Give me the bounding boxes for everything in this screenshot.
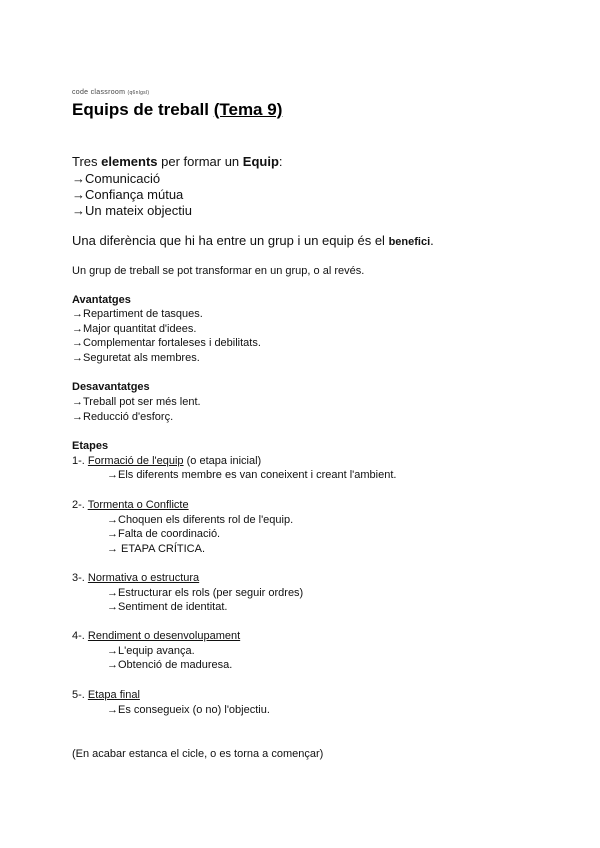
stage-title — [72, 688, 140, 702]
closing-note: (En acabar estanca el cicle, o es torna a començar) — [72, 748, 324, 760]
class-code-label: code classroom — [72, 89, 126, 96]
elements-intro — [72, 153, 283, 170]
element-item: →Un mateix objectiu — [72, 203, 192, 218]
stage-number: 3-. — [72, 572, 88, 584]
stage-title — [72, 629, 240, 643]
stage-title — [72, 571, 199, 585]
desavantatges-heading: Desavantatges — [72, 381, 150, 393]
etapes-heading: Etapes — [72, 440, 109, 452]
class-code-value: (q6nlgsl) — [127, 90, 150, 96]
desavantatges-item: →Treball pot ser més lent. — [72, 396, 201, 408]
page-title-link[interactable]: (Tema 9) — [213, 100, 283, 119]
stage-item: →Sentiment de identitat. — [107, 601, 228, 613]
stage-number: 1-. — [72, 455, 88, 467]
stage-title — [72, 498, 189, 512]
difference-post: . — [430, 233, 434, 248]
avantatges-item: →Major quantitat d'idees. — [72, 323, 197, 335]
stage-item: →Choquen els diferents rol de l'equip. — [107, 514, 294, 526]
difference-sentence — [72, 232, 434, 251]
elements-intro-pre: Tres — [72, 154, 102, 169]
element-item: →Comunicació — [72, 171, 161, 186]
stage-item: →Els diferents membre es van coneixent i creant l'ambient. — [107, 469, 397, 481]
elements-intro-bold-1: elements — [101, 154, 158, 169]
elements-intro-post: : — [278, 154, 283, 169]
stage-item: →Obtenció de maduresa. — [107, 659, 233, 671]
class-code-line — [72, 86, 149, 100]
stage-number: 5-. — [72, 689, 88, 701]
stage-name-link[interactable]: Rendiment o desenvolupament — [87, 630, 241, 642]
desavantatges-item: →Reducció d'esforç. — [72, 411, 174, 423]
page-title-main: Equips de treball — [72, 100, 214, 119]
stage-number: 4-. — [72, 630, 88, 642]
stage-name-link[interactable]: Normativa o estructura — [87, 572, 200, 584]
stage-name-link[interactable]: Tormenta o Conflicte — [87, 499, 189, 511]
avantatges-item: →Seguretat als membres. — [72, 352, 200, 364]
page-title — [72, 99, 282, 121]
avantatges-item: →Complementar fortaleses i debilitats. — [72, 337, 261, 349]
elements-intro-bold-2: Equip — [242, 154, 279, 169]
transform-sentence: Un grup de treball se pot transformar en un grup, o al revés. — [72, 265, 365, 277]
avantatges-heading: Avantatges — [72, 294, 131, 306]
stage-suffix: (o etapa inicial) — [183, 455, 262, 467]
stage-title — [72, 454, 261, 468]
stage-item: →Estructurar els rols (per seguir ordres) — [107, 587, 304, 599]
stage-name-link[interactable]: Formació de l'equip — [87, 455, 184, 467]
stage-item: →Es consegueix (o no) l'objectiu. — [107, 704, 270, 716]
stage-item: →L'equip avança. — [107, 645, 195, 657]
stage-item: →Falta de coordinació. — [107, 528, 221, 540]
stage-number: 2-. — [72, 499, 88, 511]
elements-intro-mid: per formar un — [157, 154, 243, 169]
difference-pre: Una diferència que hi ha entre un grup i un equip és el — [72, 233, 389, 248]
avantatges-item: →Repartiment de tasques. — [72, 308, 203, 320]
stage-item: → ETAPA CRÍTICA. — [107, 543, 205, 555]
element-item: →Confiança mútua — [72, 187, 184, 202]
stage-name-link[interactable]: Etapa final — [87, 689, 140, 701]
difference-bold: benefici — [388, 236, 431, 248]
